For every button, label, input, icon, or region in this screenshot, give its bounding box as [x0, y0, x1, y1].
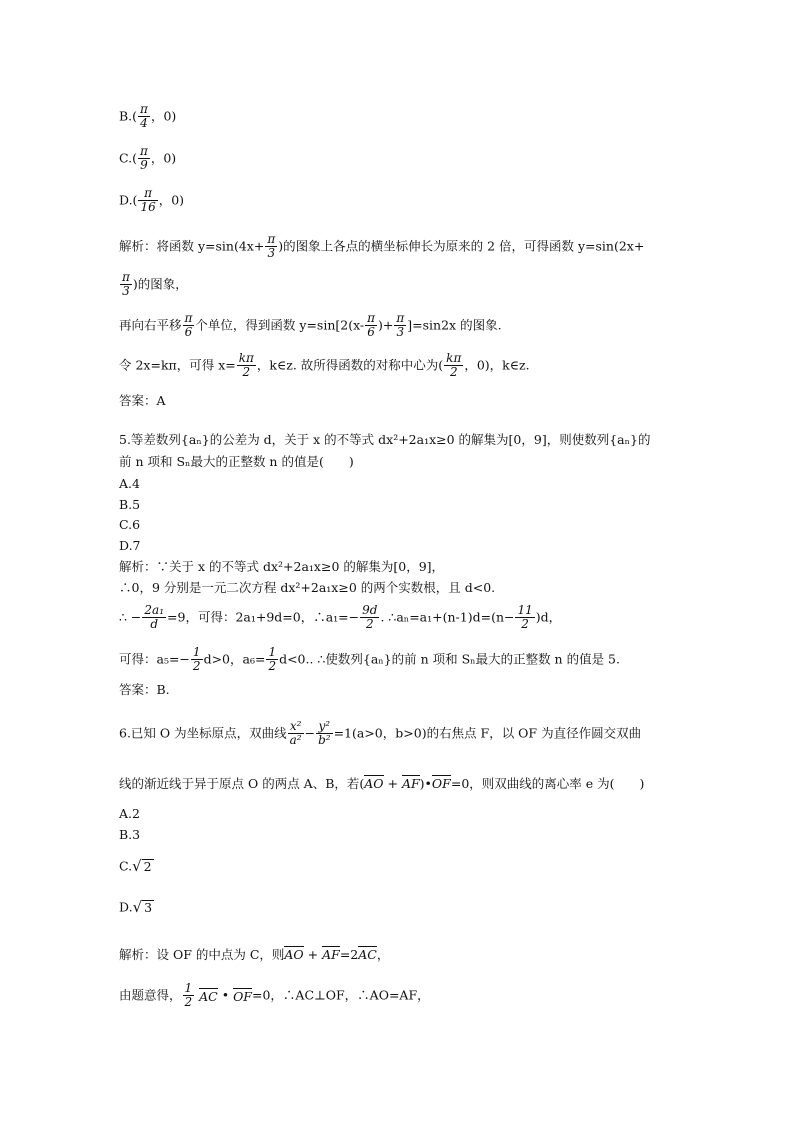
- numerator: 1: [184, 981, 193, 995]
- text: ，0): [150, 108, 177, 124]
- text: )d，: [535, 609, 562, 625]
- text: C.: [119, 858, 133, 874]
- vector-of: OF: [233, 989, 252, 1005]
- q4-solution-line-1: [119, 233, 644, 260]
- fraction: [266, 646, 278, 673]
- vector-ao: AO: [364, 776, 384, 791]
- numerator: π: [122, 270, 130, 284]
- text: 线的渐近线于异于原点 O 的两点 A、B，若(: [119, 776, 365, 791]
- q4-option-b: [119, 103, 176, 130]
- sqrt: √ 3: [132, 898, 153, 916]
- fraction: [138, 145, 150, 172]
- numerator: x²: [289, 719, 302, 733]
- text: 解析：设 OF 的中点为 C，则: [119, 947, 285, 962]
- q6-solution-line-2: [119, 982, 430, 1009]
- text: =0，则双曲线的离心率 e 为( ): [450, 776, 645, 791]
- text: )•: [419, 776, 432, 791]
- text: +: [303, 947, 323, 962]
- q5-answer: 答案：B.: [119, 682, 170, 697]
- text: ，k∈z. 故所得函数的对称中心为(: [256, 357, 444, 373]
- numerator: π: [144, 186, 153, 200]
- numerator: π: [367, 311, 376, 325]
- denominator: 3: [120, 284, 132, 299]
- fraction: [183, 312, 195, 339]
- text: ，0): [150, 150, 177, 166]
- text: ，0): [158, 192, 185, 208]
- fraction: [316, 720, 333, 747]
- numerator: π: [267, 232, 276, 246]
- text: ∴ −: [119, 609, 142, 625]
- text: 令 2x=kπ，可得 x=: [119, 357, 236, 373]
- numerator: π: [139, 144, 148, 158]
- text: =0，∴AC⊥OF，∴AO=AF，: [251, 987, 430, 1003]
- numerator: 1: [268, 645, 277, 659]
- text: ，0)，k∈z.: [464, 357, 530, 373]
- fraction: [444, 352, 463, 379]
- radicand: 3: [144, 900, 153, 915]
- vector-ac: AC: [199, 989, 218, 1005]
- fraction: [191, 646, 203, 673]
- q6-option-d: [119, 900, 154, 915]
- vector-ao: AO: [284, 947, 304, 962]
- fraction: [515, 604, 534, 631]
- text: ，: [376, 947, 390, 962]
- denominator: 2: [268, 658, 277, 673]
- fraction: [237, 352, 256, 379]
- q6-stem-line-1: [119, 720, 641, 747]
- numerator: y²: [318, 719, 331, 733]
- denominator: 2: [237, 365, 256, 380]
- text: +: [383, 776, 402, 791]
- vector-af: AF: [401, 776, 420, 791]
- text: 再向右平移: [119, 317, 182, 333]
- text: C.(: [119, 150, 137, 166]
- q4-solution-line-2: [119, 271, 188, 298]
- denominator: 3: [265, 246, 277, 261]
- text: d>0，a₆=: [203, 651, 266, 667]
- text: •: [217, 987, 234, 1003]
- text: B.(: [119, 108, 138, 124]
- text: =1(a>0，b>0)的右焦点 F，以 OF 为直径作圆交双曲: [333, 725, 642, 741]
- fraction: [265, 233, 277, 260]
- text: −: [304, 725, 316, 741]
- q5-solution-line-3: [119, 604, 561, 631]
- q5-stem-line-2: 前 n 项和 Sₙ最大的正整数 n 的值是( ): [119, 454, 354, 469]
- q5-solution-line-2: ∴0，9 分别是一元二次方程 dx²+2a₁x≥0 的两个实数根，且 d<0.: [119, 580, 496, 595]
- q5-option-b: B.5: [119, 497, 141, 512]
- denominator: 3: [394, 325, 406, 340]
- text: D.: [119, 899, 133, 915]
- numerator: π: [184, 311, 193, 325]
- text: 可得：a₅=−: [119, 651, 190, 667]
- q5-option-a: A.4: [119, 476, 140, 491]
- denominator: 2: [444, 365, 463, 380]
- vector-ac: AC: [358, 947, 377, 962]
- fraction: [120, 271, 132, 298]
- denominator: 6: [183, 325, 195, 340]
- denominator: 9: [138, 158, 150, 173]
- q4-solution-line-4: [119, 352, 530, 379]
- text: 6.已知 O 为坐标原点，双曲线: [119, 725, 287, 741]
- q6-option-b: B.3: [119, 827, 141, 842]
- text: d<0.. ∴使数列{aₙ}的前 n 项和 Sₙ最大的正整数 n 的值是 5.: [279, 651, 620, 667]
- fraction: [138, 187, 157, 214]
- q6-solution-line-1: [119, 946, 389, 962]
- text: =2: [339, 947, 359, 962]
- fraction: [360, 604, 379, 631]
- denominator: 2: [192, 658, 201, 673]
- q5-solution-line-4: [119, 646, 620, 673]
- denominator: b²: [318, 732, 331, 747]
- text: 个单位，得到函数 y=sin[2(x-: [195, 317, 365, 333]
- fraction: [365, 312, 377, 339]
- text: 由题意得，: [119, 987, 182, 1003]
- text: D.(: [119, 192, 138, 208]
- numerator: 1: [192, 645, 201, 659]
- sqrt: √ 2: [132, 857, 152, 875]
- radicand: 2: [143, 859, 152, 874]
- q4-answer: 答案：A: [119, 393, 166, 408]
- denominator: 6: [365, 325, 377, 340]
- text: )的图象上各点的横坐标伸长为原来的 2 倍，可得函数 y=sin(2x+: [278, 238, 645, 254]
- text: )+: [378, 317, 394, 333]
- q5-solution-line-1: 解析：∵关于 x 的不等式 dx²+2a₁x≥0 的解集为[0，9]，: [119, 559, 445, 574]
- q6-option-a: A.2: [119, 806, 140, 821]
- q4-option-c: [119, 145, 176, 172]
- text: )的图象，: [132, 276, 188, 292]
- q5-option-c: C.6: [119, 517, 141, 532]
- numerator: 11: [517, 603, 533, 617]
- text: ]=sin2x 的图象.: [407, 317, 502, 333]
- fraction: [142, 604, 166, 631]
- q5-stem-line-1: 5.等差数列{aₙ}的公差为 d，关于 x 的不等式 dx²+2a₁x≥0 的解集为[0，9]，则使数列{aₙ}的: [119, 432, 651, 447]
- denominator: 2: [360, 617, 379, 632]
- denominator: a²: [289, 732, 302, 747]
- numerator: kπ: [446, 351, 462, 365]
- denominator: 4: [138, 116, 150, 131]
- denominator: 2: [184, 994, 193, 1009]
- denominator: d: [142, 617, 166, 632]
- text: =9，可得：2a₁+9d=0，∴a₁=−: [167, 609, 360, 625]
- numerator: π: [140, 102, 148, 116]
- fraction: [183, 982, 195, 1009]
- q5-option-d: D.7: [119, 538, 141, 553]
- denominator: 2: [515, 617, 534, 632]
- text: 解析：将函数 y=sin(4x+: [119, 238, 265, 254]
- q6-stem-line-2: [119, 775, 644, 791]
- q4-option-d: [119, 187, 184, 214]
- fraction: [288, 720, 304, 747]
- q4-solution-line-3: [119, 312, 502, 339]
- denominator: 16: [140, 199, 156, 214]
- fraction: [138, 103, 150, 130]
- vector-af: AF: [322, 947, 340, 962]
- numerator: π: [396, 311, 405, 325]
- vector-of: OF: [431, 776, 451, 791]
- q6-option-c: [119, 859, 154, 874]
- numerator: kπ: [238, 351, 254, 365]
- text: . ∴aₙ=a₁+(n-1)d=(n−: [380, 609, 515, 625]
- fraction: [394, 312, 406, 339]
- numerator: 2a₁: [144, 603, 165, 617]
- numerator: 9d: [362, 603, 378, 617]
